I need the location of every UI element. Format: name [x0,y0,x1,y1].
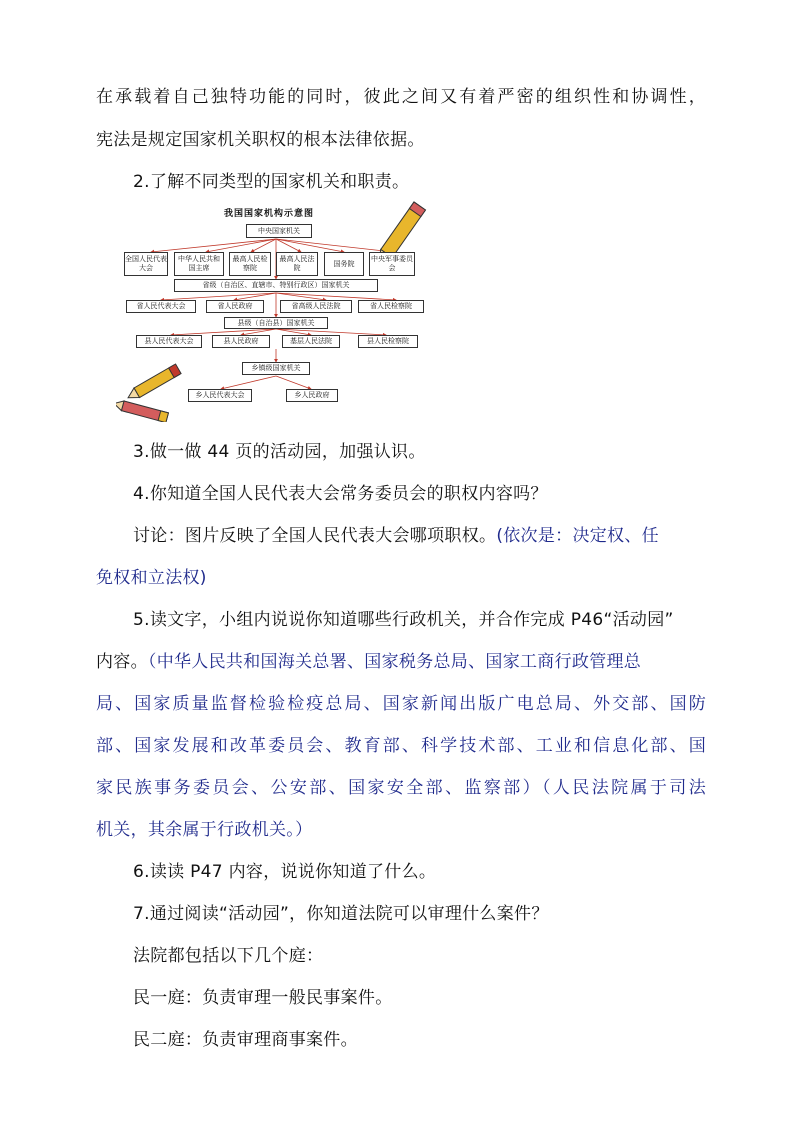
org-chart-figure [116,196,436,422]
discussion-answer-cont: 免权和立法权) [96,568,207,588]
list-item-5-line [96,651,706,673]
box-president: 中华人民共和国主席 [174,252,224,276]
list-item-4: 4.你知道全国人民代表大会常务委员会的职权内容吗？ [133,484,548,504]
box-county: 县级（自治县）国家机关 [224,317,328,329]
list-item-5: 5.读文字，小组内说说你知道哪些行政机关，并合作完成 P46“活动园” [133,610,674,630]
discussion-text: 讨论：图片反映了全国人民代表大会哪项职权。 [133,526,497,546]
list-item-5-text: 内容。 [96,652,148,672]
box-procuratorate: 最高人民检察院 [229,252,271,276]
box-prov-congress: 省人民代表大会 [126,300,196,313]
list-item-5-answer-line: 局、国家质量监督检验检疫总局、国家新闻出版广电总局、外交部、国防 [96,694,706,714]
list-item-2: 2.了解不同类型的国家机关和职责。 [133,172,410,192]
box-military-commission: 中央军事委员会 [369,252,415,276]
pencil-icon-left-2 [116,399,168,422]
list-item-3: 3.做一做 44 页的活动园，加强认识。 [133,442,426,462]
box-central: 中央国家机关 [246,224,312,238]
box-supreme-court: 最高人民法院 [276,252,318,276]
pencil-icon-left [125,364,181,403]
box-township: 乡镇级国家机关 [242,362,310,375]
discussion-answer: (依次是：决定权、任 [496,526,659,546]
box-county-court: 基层人民法院 [282,335,340,348]
paragraph-line: 在承载着自己独特功能的同时，彼此之间又有着严密的组织性和协调性， [96,87,706,107]
box-township-government: 乡人民政府 [286,389,338,402]
courts-intro: 法院都包括以下几个庭： [133,946,324,966]
box-prov-court: 省高级人民法院 [280,300,352,313]
box-provincial: 省级（自治区、直辖市、特别行政区）国家机关 [174,279,378,292]
box-npc: 全国人民代表大会 [124,252,168,276]
box-county-procuratorate: 县人民检察院 [358,335,418,348]
court-civil-1: 民一庭：负责审理一般民事案件。 [133,988,393,1008]
box-township-congress: 乡人民代表大会 [188,389,252,402]
list-item-7: 7.通过阅读“活动园”，你知道法院可以审理什么案件？ [133,904,549,924]
box-prov-procuratorate: 省人民检察院 [358,300,424,313]
chart-title: 我国国家机构示意图 [224,209,315,219]
court-civil-2: 民二庭：负责审理商事案件。 [133,1030,358,1050]
list-item-5-answer-line: 机关，其余属于行政机关。） [96,820,313,840]
list-item-5-answer: （中华人民共和国海关总署、国家税务总局、国家工商行政管理总 [147,652,642,672]
box-county-congress: 县人民代表大会 [136,335,202,348]
box-prov-government: 省人民政府 [206,300,264,313]
list-item-6: 6.读读 P47 内容，说说你知道了什么。 [133,862,437,882]
discussion-line [133,525,706,547]
paragraph-line: 宪法是规定国家机关职权的根本法律依据。 [96,130,425,150]
box-county-government: 县人民政府 [212,335,270,348]
list-item-5-answer-line: 家民族事务委员会、公安部、国家安全部、监察部）（人民法院属于司法 [96,778,706,798]
list-item-5-answer-line: 部、国家发展和改革委员会、教育部、科学技术部、工业和信息化部、国 [96,736,706,756]
box-state-council: 国务院 [324,252,364,276]
